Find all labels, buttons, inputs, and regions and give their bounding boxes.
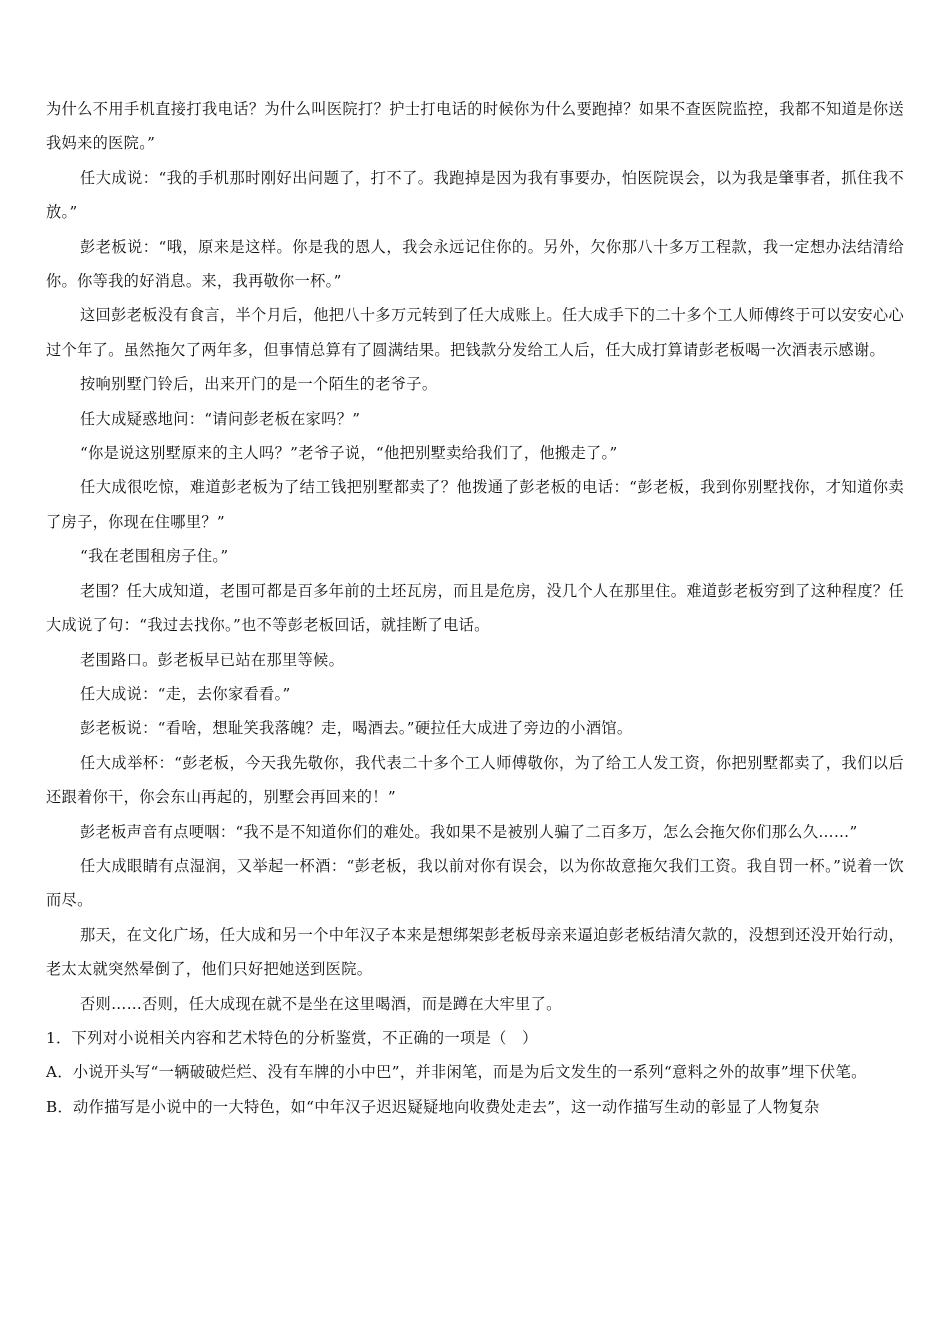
paragraph: 为什么不用手机直接打我电话？为什么叫医院打？护士打电话的时候你为什么要跑掉？如果不查医院监控，我都不知道是你送我妈来的医院。” xyxy=(46,100,904,153)
paragraph: 任大成说：“走，去你家看看。” xyxy=(80,684,291,703)
paragraph: 任大成疑惑地问：“请问彭老板在家吗？” xyxy=(80,409,361,428)
paragraph: “你是说这别墅原来的主人吗？”老爷子说，“他把别墅卖给我们了，他搬走了。” xyxy=(80,444,618,463)
story-text xyxy=(46,92,904,1021)
paragraph: 那天，在文化广场，任大成和另一个中年汉子本来是想绑架彭老板母亲来逼迫彭老板结清欠款的，没想到还没开始行动，老太太就突然晕倒了，他们只好把她送到医院。 xyxy=(46,925,904,979)
paragraph: 彭老板说：“看啥，想耻笑我落魄？走，喝酒去。”硬拉任大成进了旁边的小酒馆。 xyxy=(80,719,633,738)
paragraph: 老围？任大成知道，老围可都是百多年前的土坯瓦房，而且是危房，没几个人在那里住。难道彭老板穷到了这种程度？任大成说了句：“我过去找你。”也不等彭老板回话，就挂断了电话。 xyxy=(46,581,904,635)
paragraph: 彭老板说：“哦，原来是这样。你是我的恩人，我会永远记住你的。另外，欠你那八十多万工程款，我一定想办法结清给你。你等我的好消息。来，我再敬你一杯。” xyxy=(46,237,904,291)
paragraph: 否则……否则，任大成现在就不是坐在这里喝酒，而是蹲在大牢里了。 xyxy=(80,994,562,1013)
paragraph: 任大成说：“我的手机那时刚好出问题了，打不了。我跑掉是因为我有事要办，怕医院误会，以为我是肇事者，抓住我不放。” xyxy=(46,168,904,222)
document-page xyxy=(46,92,904,1124)
question-block xyxy=(46,1021,904,1124)
paragraph: 任大成眼睛有点湿润，又举起一杯酒：“彭老板，我以前对你有误会，以为你故意拖欠我们工资。我自罚一杯。”说着一饮而尽。 xyxy=(46,856,904,910)
option-b: B．动作描写是小说中的一大特色，如“中年汉子迟迟疑疑地向收费处走去”，这一动作描写生动的彰显了人物复杂 xyxy=(46,1097,820,1116)
paragraph: “我在老围租房子住。” xyxy=(80,547,229,566)
paragraph: 彭老板声音有点哽咽：“我不是不知道你们的难处。我如果不是被别人骗了二百多万，怎么会拖欠你们那么久……” xyxy=(80,822,858,841)
option-a: A．小说开头写“一辆破破烂烂、没有车牌的小中巴”，并非闲笔，而是为后文发生的一系列“意料之外的故事”埋下伏笔。 xyxy=(46,1063,867,1082)
paragraph: 按响别墅门铃后，出来开门的是一个陌生的老爷子。 xyxy=(80,375,438,394)
paragraph: 任大成举杯：“彭老板，今天我先敬你，我代表二十多个工人师傅敬你，为了给工人发工资，你把别墅都卖了，我们以后还跟着你干，你会东山再起的，别墅会再回来的！” xyxy=(46,753,904,807)
paragraph: 任大成很吃惊，难道彭老板为了结工钱把别墅都卖了？他拨通了彭老板的电话：“彭老板，我到你别墅找你，才知道你卖了房子，你现在住哪里？” xyxy=(46,478,904,531)
question-stem: 1．下列对小说相关内容和艺术特色的分析鉴赏，不正确的一项是（ ） xyxy=(46,1028,538,1047)
paragraph: 老围路口。彭老板早已站在那里等候。 xyxy=(80,650,345,669)
paragraph: 这回彭老板没有食言，半个月后，他把八十多万元转到了任大成账上。任大成手下的二十多个工人师傅终于可以安安心心过个年了。虽然拖欠了两年多，但事情总算有了圆满结果。把钱款分发给工人后，任大成打算请彭老板喝一次酒表示感谢。 xyxy=(46,306,904,359)
